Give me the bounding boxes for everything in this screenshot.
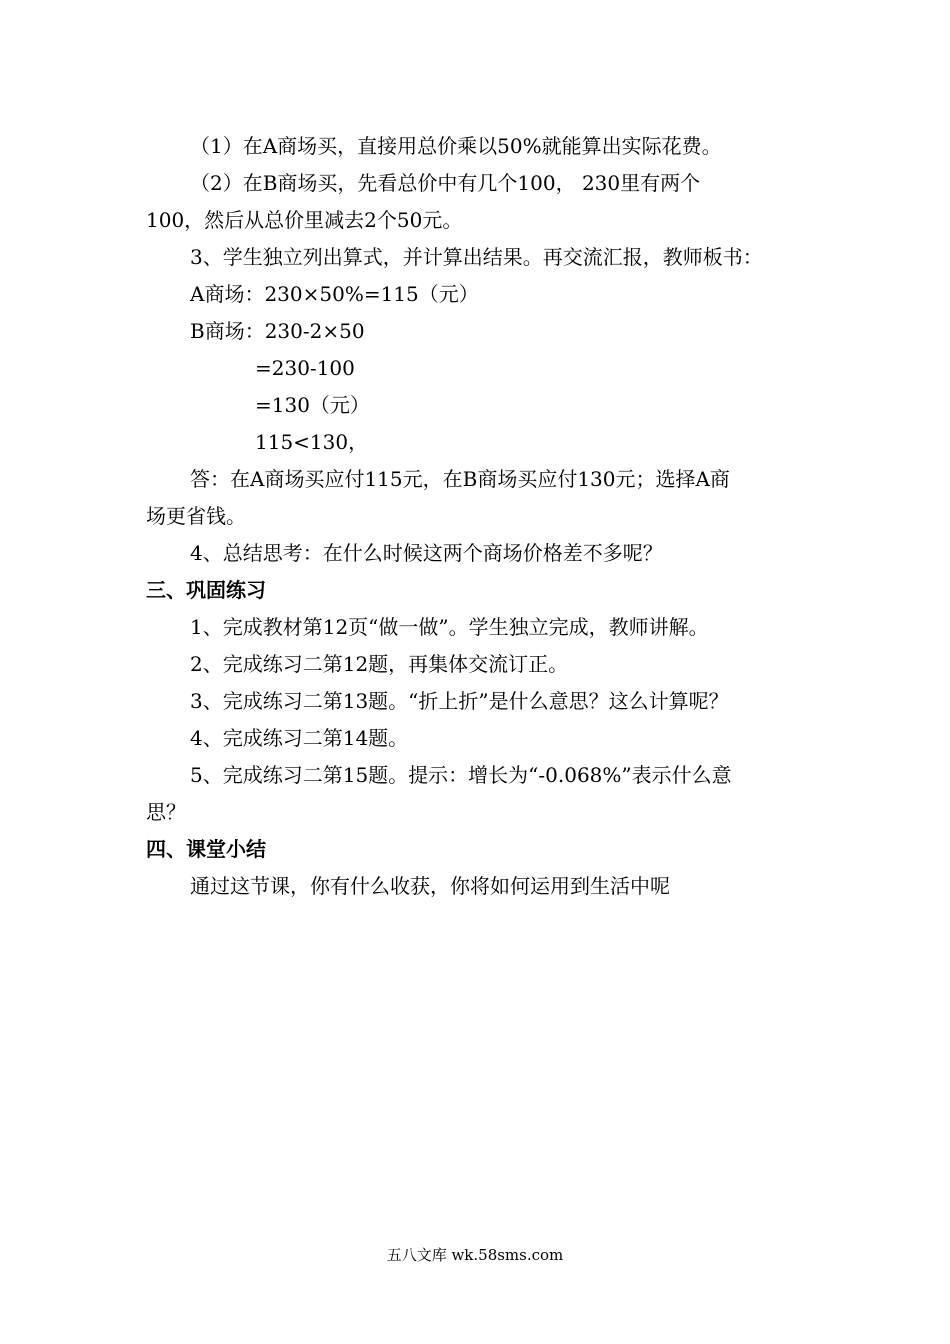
paragraph-line: （1）在A商场买，直接用总价乘以50%就能算出实际花费。 [190,134,722,158]
list-item: 4、完成练习二第14题。 [190,726,409,750]
section-heading-consolidation: 三、巩固练习 [146,578,266,602]
paragraph-line: （2）在B商场买，先看总价中有几个100， 230里有两个 [190,171,701,195]
paragraph-line: 3、学生独立列出算式，并计算出结果。再交流汇报，教师板书： [190,245,763,269]
equation-line: B商场：230-2×50 [190,319,365,343]
paragraph-line: 100，然后从总价里减去2个50元。 [146,208,463,232]
list-item: 3、完成练习二第13题。“折上折”是什么意思？这么计算呢？ [190,689,729,713]
list-item: 2、完成练习二第12题，再集体交流订正。 [190,652,569,676]
equation-line: A商场：230×50%=115（元） [190,282,479,306]
list-item: 5、完成练习二第15题。提示：增长为“-0.068%”表示什么意 [190,763,732,787]
equation-line: =230-100 [255,356,355,380]
page-footer: 五八文库 wk.58sms.com [386,1246,564,1264]
list-item: 思？ [146,800,186,824]
paragraph-line: 通过这节课，你有什么收获，你将如何运用到生活中呢 [190,874,670,898]
paragraph-line: 4、总结思考：在什么时候这两个商场价格差不多呢？ [190,541,663,565]
list-item: 1、完成教材第12页“做一做”。学生独立完成，教师讲解。 [190,615,709,639]
paragraph-line: 场更省钱。 [146,504,246,528]
section-heading-summary: 四、课堂小结 [146,837,266,861]
equation-line: 115<130， [255,430,369,454]
equation-line: =130（元） [255,393,370,417]
paragraph-line: 答：在A商场买应付115元，在B商场买应付130元；选择A商 [190,467,730,491]
